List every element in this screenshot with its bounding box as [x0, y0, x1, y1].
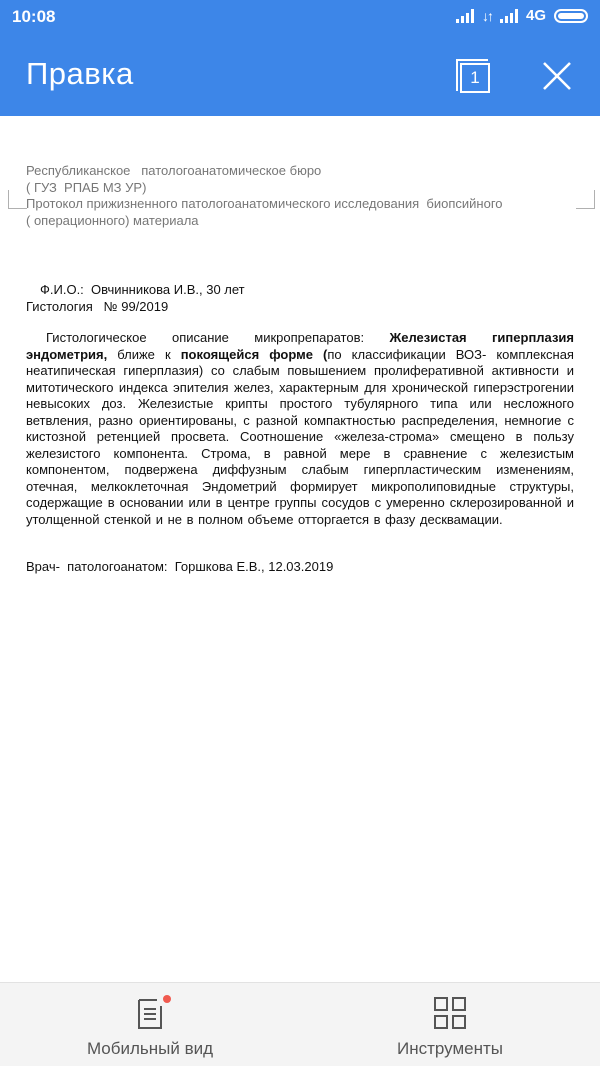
crop-mark-left: [8, 190, 27, 209]
signal-icon: [456, 9, 474, 23]
header-line: ( операционного) материала: [26, 212, 199, 228]
network-type: 4G: [525, 7, 546, 24]
status-icons: [456, 7, 588, 24]
close-icon: [538, 56, 578, 96]
close-button[interactable]: [538, 56, 578, 96]
data-arrows-icon: ↓↑: [481, 7, 492, 24]
tools-button[interactable]: [300, 983, 600, 1067]
tools-grid-icon: [434, 997, 466, 1029]
app-bar: [0, 34, 600, 116]
description-bold-diagnosis: Железистая гиперплазия эндометрия,: [26, 330, 574, 362]
mobile-view-icon: [135, 997, 165, 1031]
pages-button[interactable]: [452, 56, 494, 96]
header-line: ( ГУЗ РПАБ МЗ УР): [26, 179, 147, 195]
description-text: по классификации ВОЗ- комплексная неатипическая гиперплазия) со слабым повышением пролиферативной активности и митотического индекса эпителия желез, характерным для хронической гиперэстрогении невысоких доз. Железистые крипты простого тубулярного типа или несложного ветвления, разно ориентированы, с разной компактностью распределения, немногие с кистозной ретенцией просвета. Соотношение «железа-строма» смещено в пользу железистого компонента. Строма, в равной мере в сравнение с железистым компонентом, подвержена диффузным слабым гиперпластическим изменениям, отечная, мелкоклеточная Эндометрий формирует микрополиповидные структуры, содержащие в основании или в центре группы сосудов с умеренно склерозированной и утолщенной стенкой и не в полном объеме отторгается в фазу десквамации.: [26, 346, 574, 527]
patient-line: Ф.И.О.: Овчинникова И.В., 30 лет: [40, 282, 245, 297]
description-bold-form: покоящейся форме (: [180, 346, 328, 362]
page-title: Правка: [26, 56, 134, 91]
doctor-signature-line: Врач- патологоанатом: Горшкова Е.В., 12.03.2019: [26, 559, 334, 574]
description-intro: Гистологическое описание микропрепаратов:: [46, 330, 390, 345]
status-time: 10:08: [12, 7, 56, 26]
bottom-bar: [0, 982, 600, 1066]
pages-count: 1: [460, 63, 490, 93]
status-bar: [0, 0, 600, 34]
tools-label: Инструменты: [396, 1039, 503, 1058]
mobile-view-label: Мобильный вид: [86, 1039, 214, 1058]
header-line: Протокол прижизненного патологоанатомического исследования биопсийного: [26, 196, 503, 211]
battery-icon: [554, 9, 588, 23]
description-text: ближе к: [107, 346, 181, 362]
header-line: Республиканское патологоанатомическое бюро: [26, 163, 322, 178]
document-page[interactable]: [0, 116, 600, 982]
patient-info: [26, 282, 245, 315]
signal-icon: [500, 9, 518, 23]
histology-line: Гистология № 99/2019: [26, 298, 169, 314]
mobile-view-button[interactable]: [0, 983, 300, 1067]
histology-description: [26, 330, 574, 528]
notification-dot: [163, 995, 171, 1003]
document-header: [26, 163, 586, 229]
